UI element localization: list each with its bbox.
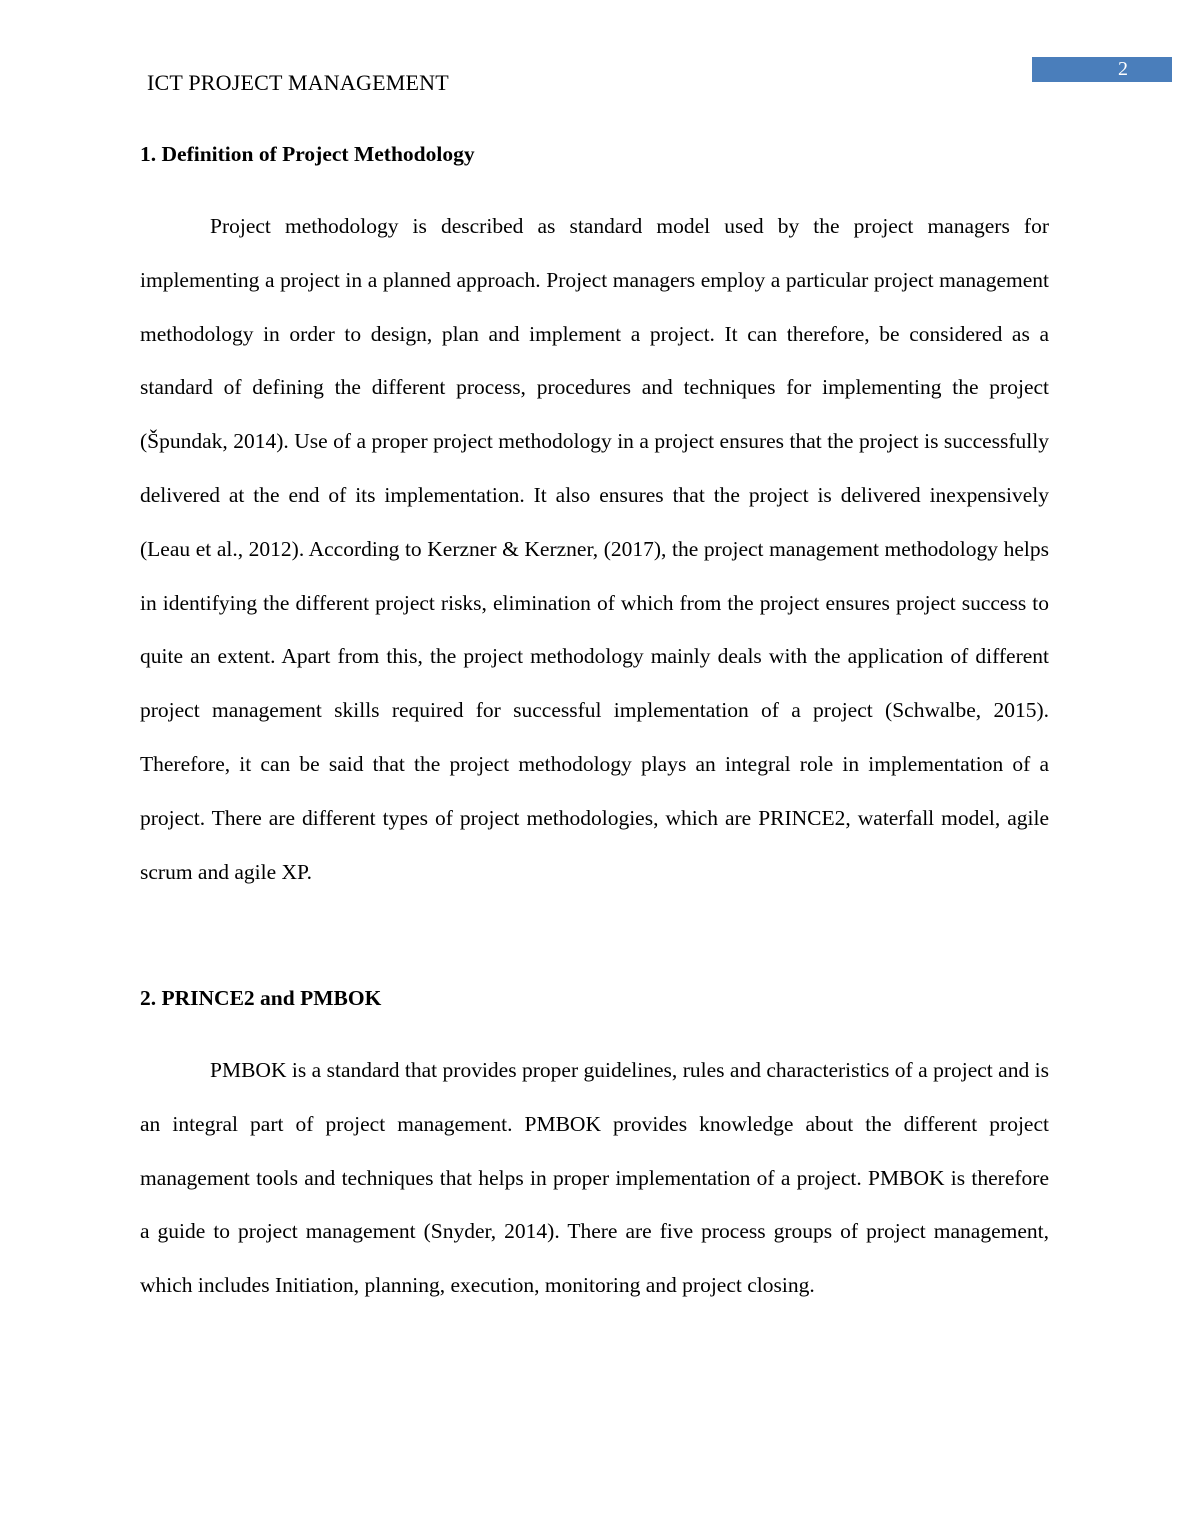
running-head: ICT PROJECT MANAGEMENT — [147, 70, 449, 95]
page-number: 2 — [1118, 58, 1128, 80]
section-paragraph-prince2-pmbok: PMBOK is a standard that provides proper guidelines, rules and characteristics of a project and is an integral part of project management. PMBOK provides knowledge about the different project management tools and techniques that helps in proper implementation of a project. PMBOK is therefore a guide to project management (Snyder, 2014). There are five process groups of project management, which includes Initiation, planning, execution, monitoring and project closing. — [140, 1058, 1049, 1298]
section-heading-definition: 1. Definition of Project Methodology — [140, 142, 475, 166]
page-number-badge — [1032, 57, 1172, 82]
section-paragraph-definition: Project methodology is described as standard model used by the project managers for implementing a project in a planned approach. Project managers employ a particular project management methodology in order to design, plan and implement a project. It can therefore, be considered as a standard of defining the different process, procedures and techniques for implementing the project (Špundak, 2014). Use of a proper project methodology in a project ensures that the project is successfully delivered at the end of its implementation. It also ensures that the project is delivered inexpensively (Leau et al., 2012). According to Kerzner & Kerzner, (2017), the project management methodology helps in identifying the different project risks, elimination of which from the project ensures project success to quite an extent. Apart from this, the project methodology mainly deals with the application of different project management skills required for successful implementation of a project (Schwalbe, 2015). Therefore, it can be said that the project methodology plays an integral role in implementation of a project. There are different types of project methodologies, which are PRINCE2, waterfall model, agile scrum and agile XP. — [140, 214, 1049, 884]
section-heading-prince2-pmbok: 2. PRINCE2 and PMBOK — [140, 986, 382, 1010]
